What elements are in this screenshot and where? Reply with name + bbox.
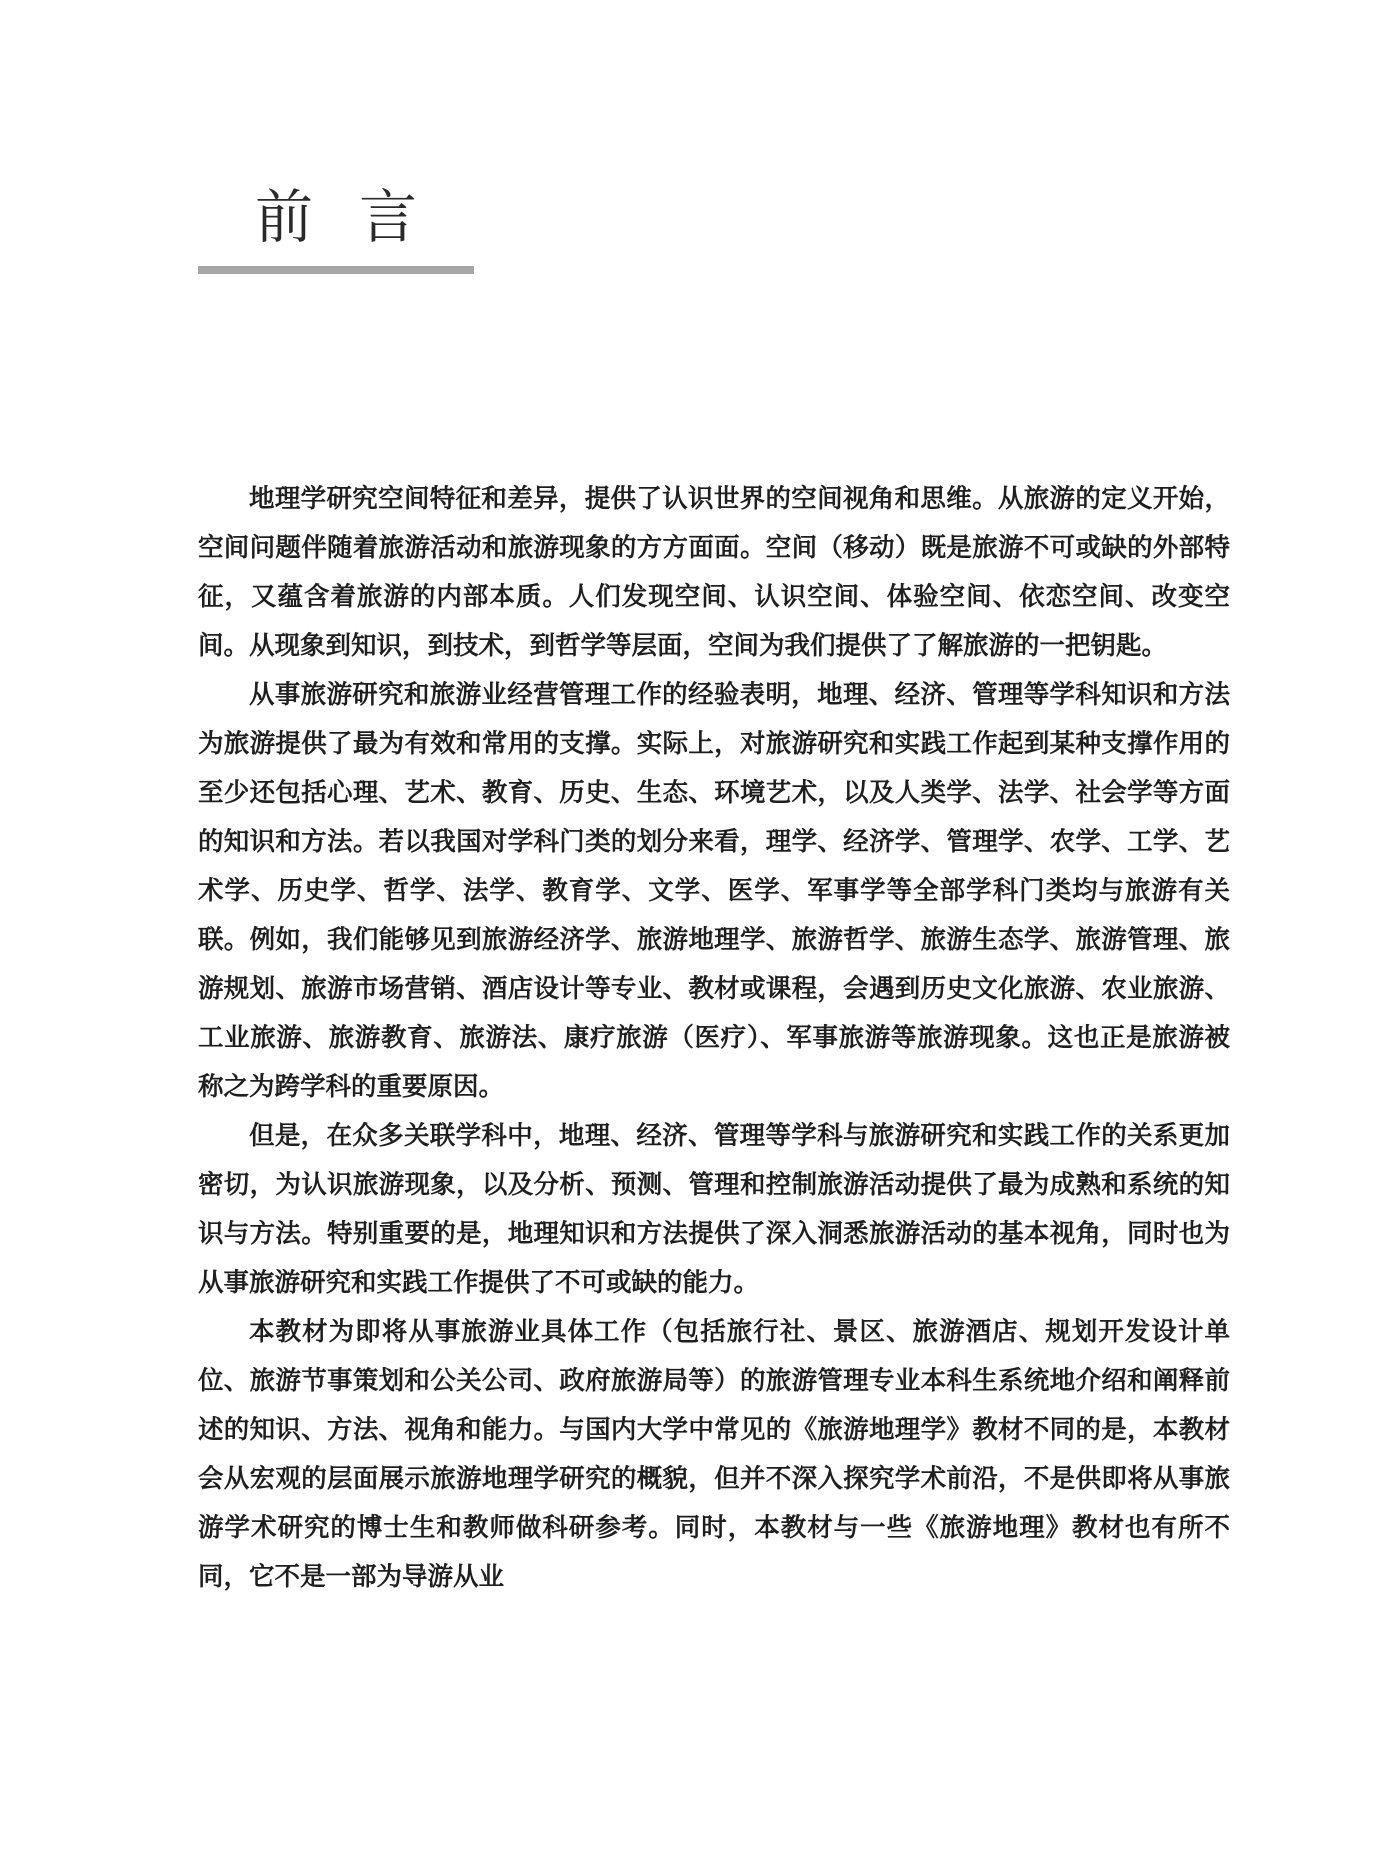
chapter-title: 前言 — [255, 183, 464, 251]
paragraph: 从事旅游研究和旅游业经营管理工作的经验表明，地理、经济、管理等学科知识和方法为旅游提供了最为有效和常用的支撑。实际上，对旅游研究和实践工作起到某种支撑作用的至少还包括心理、艺术、教育、历史、生态、环境艺术，以及人类学、法学、社会学等方面的知识和方法。若以我国对学科门类的划分来看，理学、经济学、管理学、农学、工学、艺术学、历史学、哲学、法学、教育学、文学、医学、军事学等全部学科门类均与旅游有关联。例如，我们能够见到旅游经济学、旅游地理学、旅游哲学、旅游生态学、旅游管理、旅游规划、旅游市场营销、酒店设计等专业、教材或课程，会遇到历史文化旅游、农业旅游、工业旅游、旅游教育、旅游法、康疗旅游（医疗）、军事旅游等旅游现象。这也正是旅游被称之为跨学科的重要原因。 — [198, 680, 1230, 1102]
paragraph: 本教材为即将从事旅游业具体工作（包括旅行社、景区、旅游酒店、规划开发设计单位、旅游节事策划和公关公司、政府旅游局等）的旅游管理专业本科生系统地介绍和阐释前述的知识、方法、视角和能力。与国内大学中常见的《旅游地理学》教材不同的是，本教材会从宏观的层面展示旅游地理学研究的概貌，但并不深入探究学术前沿，不是供即将从事旅游学术研究的博士生和教师做科研参考。同时，本教材与一些《旅游地理》教材也有所不同，它不是一部为导游从业 — [198, 1317, 1230, 1592]
heading-underline — [198, 266, 474, 274]
chapter-heading — [198, 176, 474, 276]
preface-body — [198, 475, 1230, 1602]
paragraph: 但是，在众多关联学科中，地理、经济、管理等学科与旅游研究和实践工作的关系更加密切，为认识旅游现象，以及分析、预测、管理和控制旅游活动提供了最为成熟和系统的知识与方法。特别重要的是，地理知识和方法提供了深入洞悉旅游活动的基本视角，同时也为从事旅游研究和实践工作提供了不可或缺的能力。 — [198, 1121, 1230, 1298]
paragraph: 地理学研究空间特征和差异，提供了认识世界的空间视角和思维。从旅游的定义开始，空间问题伴随着旅游活动和旅游现象的方方面面。空间（移动）既是旅游不可或缺的外部特征，又蕴含着旅游的内部本质。人们发现空间、认识空间、体验空间、依恋空间、改变空间。从现象到知识，到技术，到哲学等层面，空间为我们提供了了解旅游的一把钥匙。 — [198, 484, 1230, 661]
